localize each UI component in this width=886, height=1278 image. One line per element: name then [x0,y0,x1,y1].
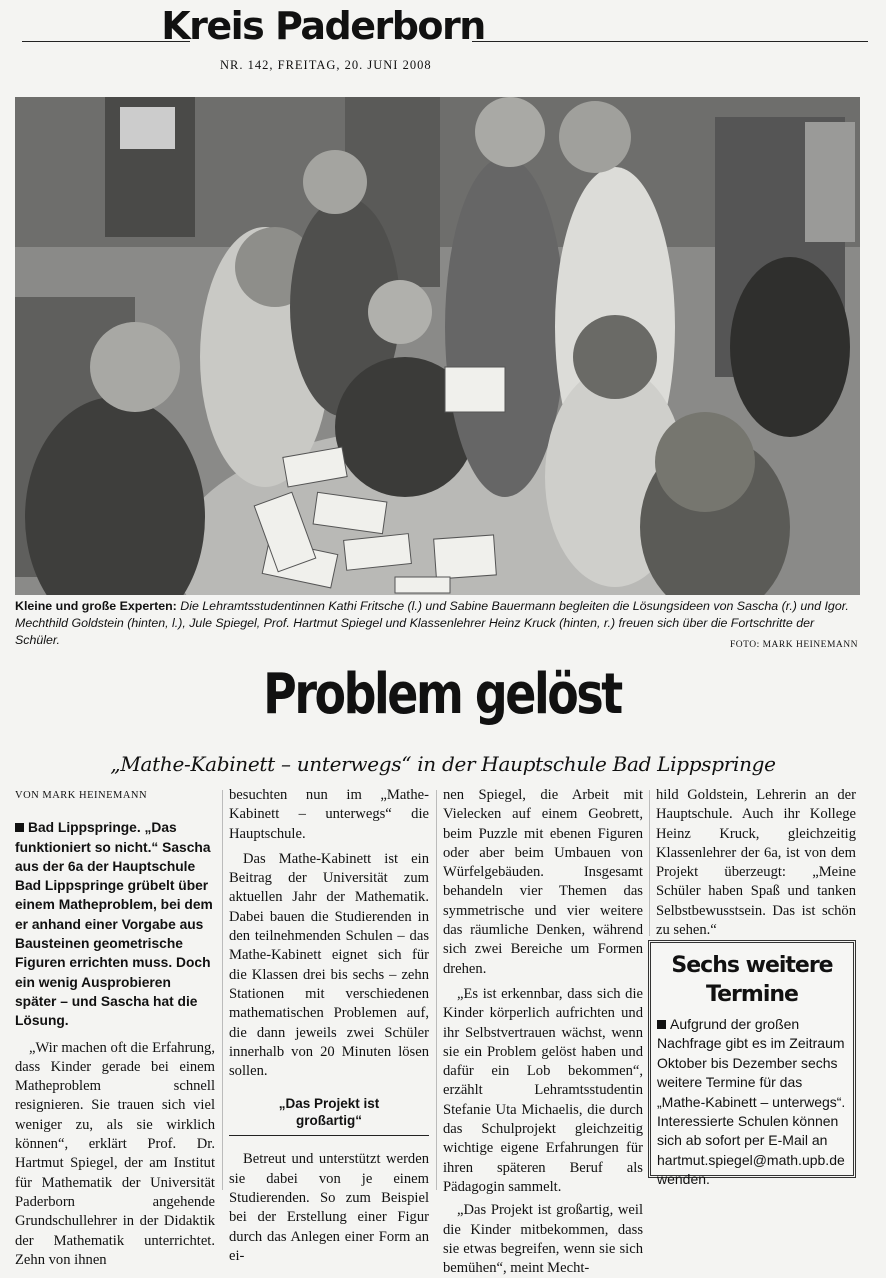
paragraph: besuchten nun im „Mathe-Kabinett – unterwegs“ die Hauptschule. [229,787,429,842]
subheadline: „Mathe-Kabinett – unterwegs“ in der Hauptschule Bad Lippspringe [110,752,776,776]
caption-text: Die Lehramtsstudentinnen Kathi Fritsche (l.) und Sabine Bauermann begleiten die Lösungsideen von Sascha (r.) und Igor. Mechthild Goldstein (hinten, l.), Jule Spiegel, Prof. Hartmut Spiegel und Klassenlehrer Heinz Kruck (hinten, r.) freuen sich über die Fortschritte der Schüler. [15,599,849,647]
bullet-square-icon [657,1020,666,1029]
lead-paragraph: Bad Lippspringe. „Das funktioniert so nicht.“ Sascha aus der 6a der Hauptschule Bad Lippspringe grübelt über einem Matheproblem, bei dem er anhand einer Vorgabe aus Bausteinen geometrische Figuren errichten muss. Doch ein wenig Ausprobieren später – und Sascha hat die Lösung. [15,820,213,1029]
info-box-text: Aufgrund der großen Nachfrage gibt es im Zeitraum Oktober bis Dezember sechs weitere Termine für das „Mathe-Kabinett – unterwegs“. Interessierte Schulen können sich ab sofort per E-Mail an hartmut.spiegel@math.upb.de wenden. [657,1016,846,1188]
column-separator [649,790,650,936]
column-separator [222,790,223,1190]
paragraph: Das Mathe-Kabinett ist ein Beitrag der Universität zum aktuellen Jahr der Mathematik. Dabei bauen die Studierenden in den teilnehmenden Schulen – das Mathe-Kabinett eignet sich für die Klassen drei bis sechs – zehn Stationen mit verschiedenen mathematischen Problemen auf, die dann jeweils zwei Schüler innerhalb von 20 Minuten lösen sollen. [229,850,429,1080]
section-title: Kreis Paderborn [161,4,485,48]
paragraph: hild Goldstein, Lehrerin an der Hauptschule. Auch ihr Kollege Heinz Kruck, gleichzeitig Klassenlehrer der 6a, ist von dem Projekt überzeugt: „Meine Schüler haben Spaß und tanken Selbstbewusstsein. Das ist schön zu sehen.“ [656,787,856,939]
paragraph: Betreut und unterstützt werden sie dabei von je einem Studierenden. So zum Beispiel bei der Erstellung einer Figur durch das Anlegen einer Form an ei- [229,1151,429,1264]
column-2 [229,786,429,1266]
pull-quote [229,1095,429,1136]
column-4 [656,786,856,940]
photo-credit: FOTO: MARK HEINEMANN [729,640,858,650]
headline: Problem gelöst [263,662,621,727]
pull-quote-rule [229,1135,429,1136]
column-separator [436,790,437,1190]
bullet-square-icon [15,823,24,832]
article-photo [15,97,860,595]
pull-quote-text: „Das Projekt ist großartig“ [278,1096,380,1129]
caption-lead: Kleine und große Experten: [15,599,177,613]
column-1 [15,786,215,1270]
paragraph: „Das Projekt ist großartig, weil die Kinder mitbekommen, dass sie etwas begreifen, wenn sie sich bemühen“, meint Mecht- [443,1202,643,1277]
paragraph: „Es ist erkennbar, dass sich die Kinder körperlich aufrichten und ihr Selbstvertrauen wächst, wenn sie ein Problem gelöst haben und dafür ein Lob bekommen“, erzählt Lehramtsstudentin Stefanie Uta Michaelis, die durch das Schulprojekt gleichzeitig wichtige eigene Erfahrungen für ihren späteren Beruf als Pädagogin sammelt. [443,985,643,1195]
byline: VON MARK HEINEMANN [15,790,148,801]
paragraph: „Wir machen oft die Erfahrung, dass Kinder gerade bei einem Matheproblem schnell resignieren. Sie trauen sich viel weniger zu, als sie wirklich können“, erklärt Prof. Dr. Hartmut Spiegel, der am Institut für Mathematik der Universität Paderborn angehende Grundschullehrer in der Didaktik der Mathematik unterrichtet. Zehn von ihnen [15,1039,215,1268]
info-box-title: Sechs weitere Termine [671,953,833,1007]
info-box [648,940,856,1188]
paragraph: nen Spiegel, die Arbeit mit Vielecken auf einem Geobrett, beim Puzzle mit ebenen Figuren oder aber beim Umbauen von Würfelgebäuden. Insgesamt behandeln vier Themen das symmetrische und vier weitere das räumliche Denken, während sich zwei Bereiche um Formen drehen. [443,787,643,977]
column-3 [443,786,643,1278]
issue-line: NR. 142, FREITAG, 20. JUNI 2008 [220,58,432,72]
